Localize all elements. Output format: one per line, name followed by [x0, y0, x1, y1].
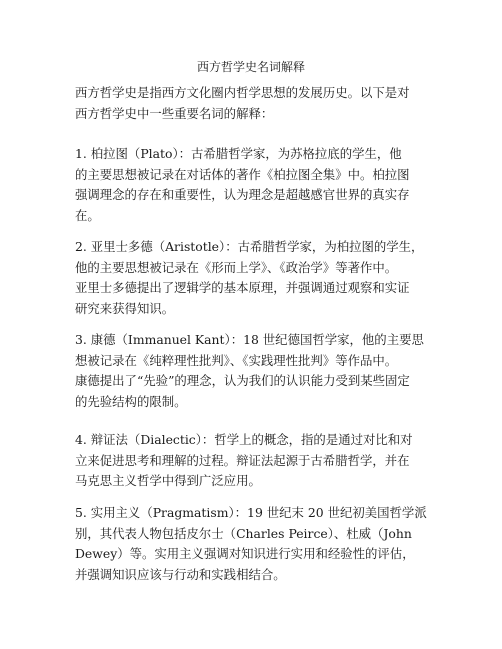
entry-line: 马克思主义哲学中得到广泛应用。	[75, 473, 261, 488]
entry-line: 亚里士多德提出了逻辑学的基本原理，并强调通过观察和实证	[75, 280, 410, 295]
entry-line: Dewey）等。实用主义强调对知识进行实用和经验性的评估，	[75, 546, 415, 561]
entry-line: 在。	[75, 207, 100, 223]
document-title: 西方哲学史名词解释	[196, 60, 305, 74]
entry-line: 立来促进思考和理解的过程。辩证法起源于古希腊哲学，并在	[75, 452, 410, 468]
entry-dialectic	[75, 430, 435, 492]
intro-paragraph	[75, 83, 435, 124]
intro-line: 西方哲学史是指西方文化圈内哲学思想的发展历史。以下是对	[75, 85, 410, 100]
entry-pragmatism	[75, 503, 435, 585]
entry-line: 他的主要思想被记录在《形而上学》、《政治学》等著作中。	[75, 259, 398, 275]
entry-aristotle	[75, 237, 435, 319]
entry-line: 4. 辩证法（Dialectic）：哲学上的概念，指的是通过对比和对	[75, 432, 413, 447]
entry-kant	[75, 330, 435, 412]
intro-line: 西方哲学史中一些重要名词的解释：	[75, 105, 274, 121]
entry-line: 3. 康德（Immanuel Kant）：18 世纪德国哲学家，他的主要思	[75, 332, 424, 347]
entry-line: 1. 柏拉图（Plato）：古希腊哲学家，为苏格拉底的学生，他	[75, 146, 402, 161]
entry-line: 并强调知识应该与行动和实践相结合。	[75, 566, 286, 582]
entry-line: 2. 亚里士多德（Aristotle）：古希腊哲学家，为柏拉图的学生，	[75, 239, 424, 254]
entry-plato	[75, 144, 435, 226]
entry-line: 研究来获得知识。	[75, 300, 175, 316]
entry-line: 强调理念的存在和重要性，认为理念是超越感官世界的真实存	[75, 187, 410, 202]
entry-line: 5. 实用主义（Pragmatism）：19 世纪末 20 世纪初美国哲学派	[75, 505, 427, 520]
entry-line: 的主要思想被记录在对话体的著作《柏拉图全集》中。柏拉图	[75, 166, 410, 182]
entry-line: 的先验结构的限制。	[75, 393, 187, 409]
entry-line: 别，其代表人物包括皮尔士（Charles Peirce）、杜威（John	[75, 525, 412, 541]
entry-line: 想被记录在《纯粹理性批判》、《实践理性批判》等作品中。	[75, 352, 398, 368]
entry-line: 康德提出了“先验”的理念，认为我们的认识能力受到某些固定	[75, 373, 410, 388]
